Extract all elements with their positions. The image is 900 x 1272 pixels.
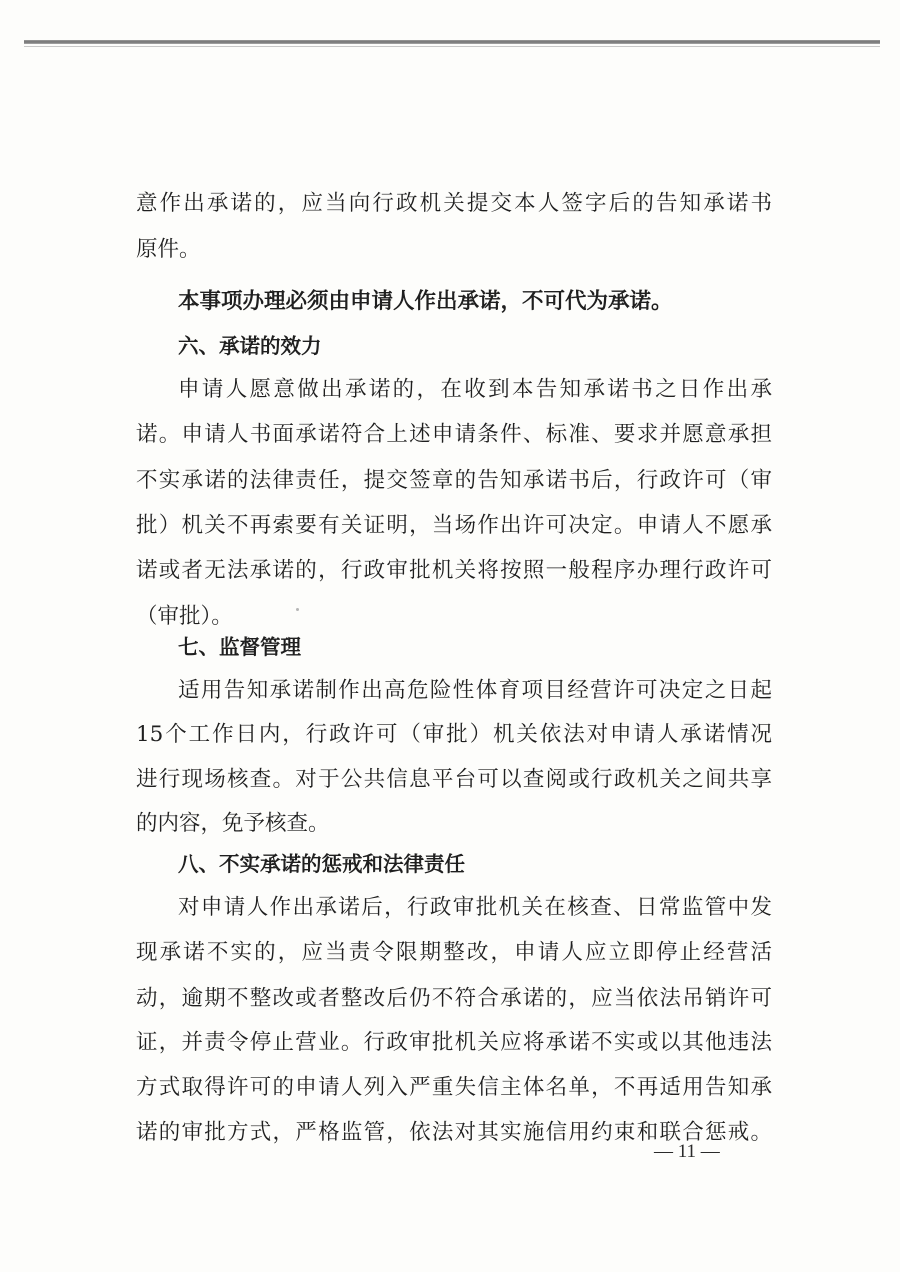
text-line: 申请人愿意做出承诺的，在收到本告知承诺书之日作出承 xyxy=(178,377,772,402)
text-line: 现承诺不实的，应当责令限期整改，申请人应立即停止经营活 xyxy=(136,940,772,965)
bold-statement: 本事项办理必须由申请人作出承诺，不可代为承诺。 xyxy=(178,289,673,314)
text-line: 动，逾期不整改或者整改后仍不符合承诺的，应当依法吊销许可 xyxy=(136,986,772,1011)
text-line: 对申请人作出承诺后，行政审批机关在核查、日常监管中发 xyxy=(178,895,772,920)
text-line: （审批）。 xyxy=(136,604,233,629)
header-rule-shadow xyxy=(24,46,880,47)
page-number: — 11 — xyxy=(654,1141,720,1162)
text-line: 方式取得许可的申请人列入严重失信主体名单，不再适用告知承 xyxy=(136,1075,772,1100)
text-line: 批）机关不再索要有关证明，当场作出许可决定。申请人不愿承 xyxy=(136,513,772,538)
text-line: 诺或者无法承诺的，行政审批机关将按照一般程序办理行政许可 xyxy=(136,558,772,583)
text-line: 原件。 xyxy=(136,237,201,262)
text-line: 诺。申请人书面承诺符合上述申请条件、标准、要求并愿意承担 xyxy=(136,422,772,447)
text-line: 不实承诺的法律责任，提交签章的告知承诺书后，行政许可（审 xyxy=(136,468,772,493)
text-line: 的内容，免予核查。 xyxy=(136,811,330,836)
text-line: 进行现场核查。对于公共信息平台可以查阅或行政机关之间共享 xyxy=(136,767,772,792)
text-line: 证，并责令停止营业。行政审批机关应将承诺不实或以其他违法 xyxy=(136,1030,772,1055)
header-rule xyxy=(24,40,880,44)
text-line: 15个工作日内，行政许可（审批）机关依法对申请人承诺情况 xyxy=(136,722,772,747)
scan-speck xyxy=(296,608,299,611)
section-heading-7: 七、监督管理 xyxy=(178,635,301,659)
text-line: 适用告知承诺制作出高危险性体育项目经营许可决定之日起 xyxy=(178,678,772,703)
section-heading-8: 八、不实承诺的惩戒和法律责任 xyxy=(178,852,465,876)
text-line: 诺的审批方式，严格监管，依法对其实施信用约束和联合惩戒。 xyxy=(136,1120,772,1145)
section-heading-6: 六、承诺的效力 xyxy=(178,334,322,358)
text-line: 意作出承诺的，应当向行政机关提交本人签字后的告知承诺书 xyxy=(136,191,772,216)
